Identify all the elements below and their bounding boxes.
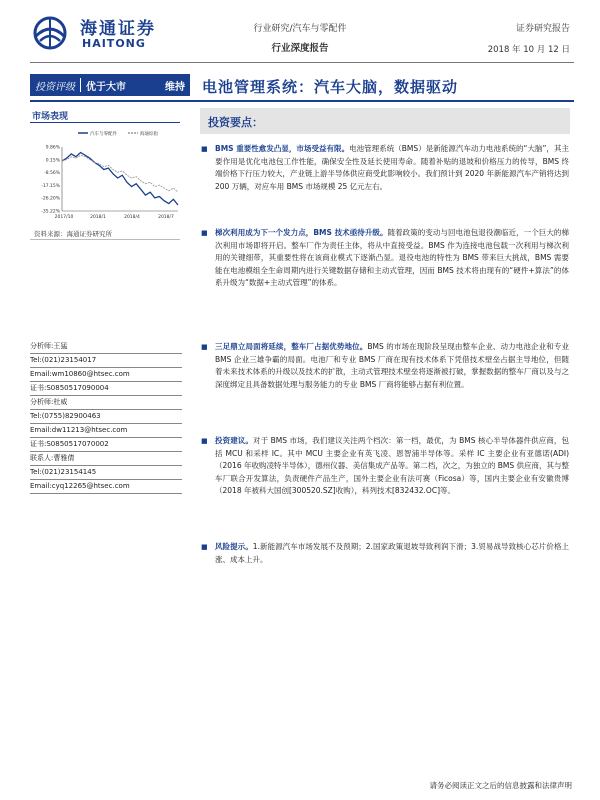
key-points-banner	[200, 108, 570, 134]
bullet-icon: ■	[201, 343, 208, 351]
contact-phone: Tel:(021)23154145	[30, 466, 182, 480]
analyst-certificate: 证书:S0850517090004	[30, 382, 182, 396]
disclaimer-footer: 请务必阅读正文之后的信息披露和法律声明	[429, 781, 572, 790]
firm-report-label: 证券研究报告	[515, 24, 570, 34]
key-point-lead: 三足鼎立局面将延续，整车厂占据优势地位。	[215, 342, 368, 351]
y-tick-label: 0.15%	[45, 158, 60, 164]
y-tick-label: 9.86%	[45, 145, 60, 151]
key-points-heading: 投资要点：	[208, 116, 263, 129]
key-point-lead: 投资建议。	[215, 436, 253, 445]
market-performance-heading: 市场表现	[32, 112, 69, 122]
y-tick-label: -8.56%	[44, 171, 60, 177]
key-point-body: 1.新能源汽车市场发展不及预期；2.国家政策退坡导致利润下滑；3.贸易战导致核心芯片价格上涨、成本上升。	[215, 542, 570, 564]
key-point-1	[203, 143, 569, 193]
x-tick-label: 2018/7	[158, 215, 174, 220]
bullet-icon: ■	[201, 145, 208, 153]
rating-bar	[30, 74, 190, 96]
analyst-email[interactable]: Email:dw11213@htsec.com	[30, 424, 182, 438]
bullet-icon: ■	[201, 437, 208, 445]
analyst-name: 分析师:杜威	[30, 396, 182, 410]
rating-value: 优于大市	[86, 81, 126, 93]
x-tick-label: 2018/1	[90, 215, 106, 220]
bullet-icon: ■	[201, 543, 208, 551]
analyst-contacts	[30, 340, 182, 494]
sidebar-divider	[30, 122, 180, 123]
analyst-name: 分析师:王猛	[30, 340, 182, 354]
report-title: 电池管理系统：汽车大脑，数据驱动	[202, 78, 459, 96]
logo-english-name: HAITONG	[82, 37, 146, 50]
y-tick-label: -26.20%	[41, 196, 60, 202]
x-tick-label: 2017/10	[54, 215, 74, 220]
analyst-phone: Tel:(021)23154017	[30, 354, 182, 368]
y-tick-label: -17.15%	[41, 183, 60, 189]
key-point-body: 随着政策的变动与回电池包退役潮临近，一个巨大的梯次利用市场即将开启。整车厂作为责任主体，将从中直接受益。BMS 作为连接电池包载一次利用与梯次利用的关键细带，其重要性将在该商业模式下逐渐凸显。退役电池的特性为 BMS 带来巨大挑战，BMS 需要能在电池模组全生命周期内进行关键数据存储和主动式管理，因而 BMS 技术将由现有的“硬件+算法”的体系升级为“数据+主动式管理”的体系。	[215, 228, 569, 287]
key-point-body: 对于 BMS 市场，我们建议关注两个档次：第一档，最优，为 BMS 核心半导体器件供应商，包括 MCU 和采样 IC。其中 MCU 主要企业有英飞凌、恩智浦半导体等。采样 IC 主要企业有亚德诺(ADI)（2016 年收购凌特半导体），德州仪器、美信集成产品等。第二档，次之，为独立的 BMS 供应商，其与整车厂联合开发算法，负责硬件产品生产，国外主要企业有法可赛（Ficosa）等，国内主要企业有安徽贵博（2018 年被科大国创[300520.SZ]收购），科列技术[832432.OC]等。	[215, 436, 569, 495]
title-divider	[30, 100, 574, 102]
key-point-body: 电池管理系统（BMS）是新能源汽车动力电池系统的“大脑”，其主要作用是优化电池包工作性能，确保安全性及延长使用寿命。随着补贴的退坡和价格压力的传导，BMS 终端价格下行压力较大，产业链上游半导体供应商受此影响较小。我们预计到 2020 年新能源汽车产销将达到 200 万辆，对应车用 BMS 市场规模 25 亿元左右。	[215, 144, 569, 191]
key-point-lead: 风险提示。	[215, 542, 253, 551]
key-point-5	[203, 541, 569, 566]
market-performance-chart	[30, 125, 182, 225]
key-point-body: BMS 的市场在现阶段呈现由整车企业、动力电池企业和专业 BMS 企业三雄争霸的局面。电池厂和专业 BMS 厂商在现有技术体系下凭借技术壁垒占据主导地位，但随着未来技术体系的升级以及技术的扩散，主动式管理技术壁垒将逐渐被打破，掌握数据的整车厂商以及与之深度绑定且具备数据处理与服务能力的专业 BMS 厂商将能够占据有利位置。	[215, 342, 570, 389]
key-point-4	[203, 435, 569, 498]
report-type: 行业深度报告	[271, 43, 329, 54]
analyst-phone: Tel:(0755)82900463	[30, 410, 182, 424]
chart-source: 资料来源：海通证券研究所	[34, 230, 112, 238]
bullet-icon: ■	[201, 229, 208, 237]
legend-label: 汽车与零配件	[90, 132, 117, 137]
y-tick-label: -35.22%	[41, 209, 60, 215]
report-date: 2018 年 10 月 12 日	[487, 45, 570, 55]
series-line-auto-parts	[62, 153, 178, 206]
contact-name: 联系人:曹雅倩	[30, 452, 182, 466]
analyst-certificate: 证书:S0850517070002	[30, 438, 182, 452]
key-point-lead: BMS 重要性愈发凸显，市场受益有限。	[215, 144, 350, 153]
rating-label: 投资评级	[35, 81, 75, 93]
x-tick-label: 2018/4	[124, 215, 140, 220]
report-category: 行业研究/汽车与零配件	[253, 24, 347, 34]
key-point-3	[203, 341, 569, 391]
contact-email[interactable]: Email:cyq12265@htsec.com	[30, 480, 182, 494]
header-divider	[30, 62, 574, 63]
rating-change: 维持	[165, 81, 185, 93]
analyst-email[interactable]: Email:wm10860@htsec.com	[30, 368, 182, 382]
legend-label: 海通综指	[140, 132, 158, 137]
logo-chinese-name: 海通证券	[80, 19, 156, 39]
source-divider	[30, 239, 180, 240]
key-point-lead: 梯次利用成为下一个发力点，BMS 技术亟待升级。	[215, 228, 388, 237]
series-line-haitong-index	[62, 155, 178, 192]
key-point-2	[203, 227, 569, 290]
